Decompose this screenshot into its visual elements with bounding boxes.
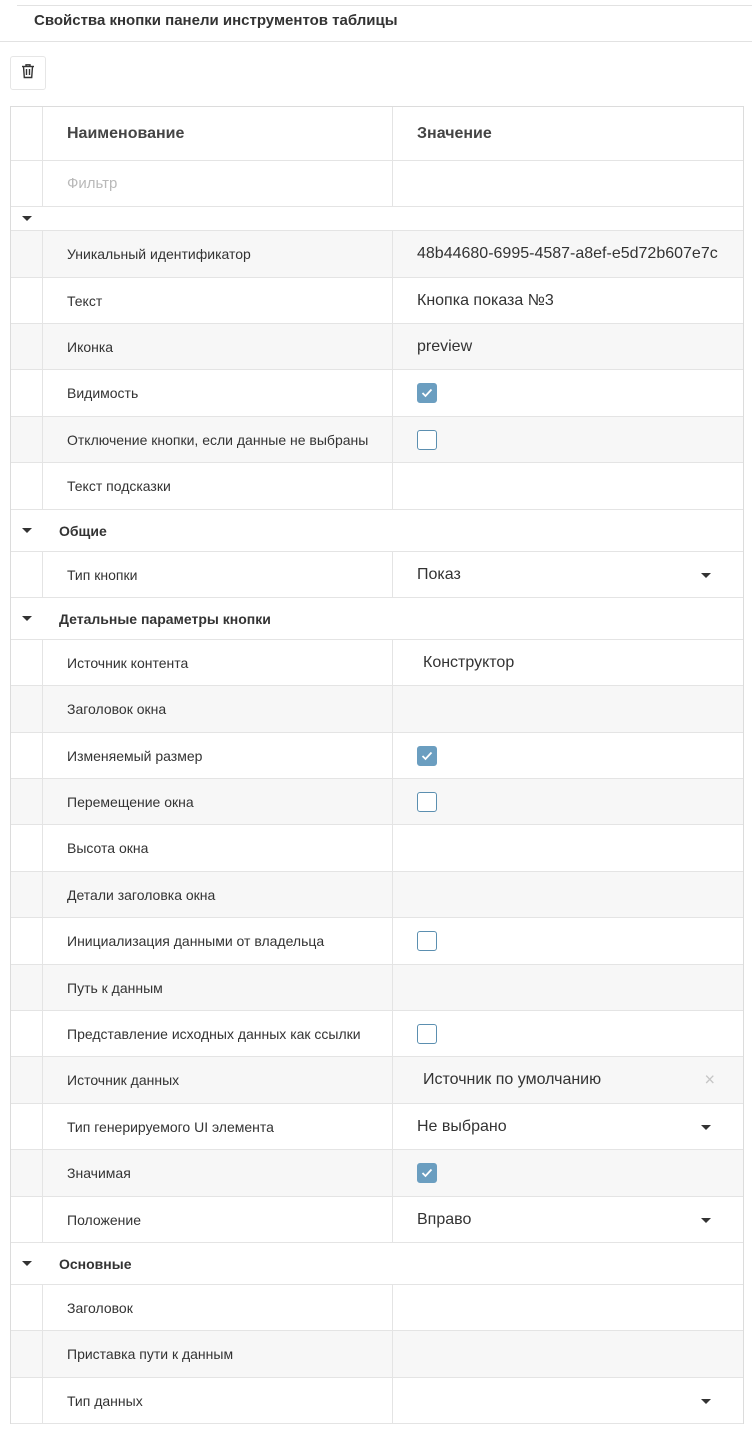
property-name: Заголовок bbox=[43, 1285, 393, 1330]
property-name: Текст подсказки bbox=[43, 463, 393, 509]
property-row[interactable] bbox=[11, 417, 743, 463]
property-value[interactable] bbox=[393, 1285, 743, 1330]
group-row-unnamed[interactable] bbox=[11, 207, 743, 231]
property-name: Детали заголовка окна bbox=[43, 872, 393, 917]
disable-if-no-data-checkbox[interactable] bbox=[417, 430, 437, 450]
property-name: Положение bbox=[43, 1197, 393, 1242]
property-value[interactable] bbox=[393, 463, 743, 509]
property-row[interactable] bbox=[11, 1285, 743, 1331]
delete-button[interactable] bbox=[10, 56, 46, 90]
property-value[interactable] bbox=[393, 825, 743, 871]
visibility-checkbox[interactable] bbox=[417, 383, 437, 403]
property-value: Конструктор bbox=[423, 653, 515, 671]
source-as-link-checkbox[interactable] bbox=[417, 1024, 437, 1044]
property-row[interactable] bbox=[11, 552, 743, 598]
property-row[interactable] bbox=[11, 1057, 743, 1104]
property-row[interactable] bbox=[11, 779, 743, 825]
property-row[interactable] bbox=[11, 370, 743, 417]
property-row[interactable] bbox=[11, 640, 743, 686]
chevron-down-icon[interactable] bbox=[701, 1218, 711, 1223]
property-row[interactable] bbox=[11, 324, 743, 370]
property-row[interactable] bbox=[11, 1197, 743, 1243]
property-row[interactable] bbox=[11, 1378, 743, 1424]
property-name: Заголовок окна bbox=[43, 686, 393, 732]
filter-input[interactable] bbox=[43, 161, 393, 206]
property-row[interactable] bbox=[11, 918, 743, 965]
property-row[interactable] bbox=[11, 1104, 743, 1150]
property-name: Инициализация данными от владельца bbox=[43, 918, 393, 964]
group-row-details[interactable] bbox=[11, 598, 743, 640]
property-name: Уникальный идентификатор bbox=[43, 231, 393, 277]
property-row[interactable] bbox=[11, 686, 743, 733]
property-row[interactable] bbox=[11, 278, 743, 324]
property-name: Тип кнопки bbox=[43, 552, 393, 597]
property-row[interactable] bbox=[11, 1011, 743, 1057]
check-icon bbox=[421, 1168, 433, 1178]
property-value[interactable] bbox=[393, 1331, 743, 1377]
property-name: Источник контента bbox=[43, 640, 393, 685]
chevron-down-icon[interactable] bbox=[701, 573, 711, 578]
property-value[interactable]: preview bbox=[417, 337, 473, 355]
caret-down-icon[interactable] bbox=[22, 616, 32, 621]
top-divider bbox=[17, 5, 752, 6]
group-row-main[interactable] bbox=[11, 1243, 743, 1285]
group-label: Общие bbox=[59, 522, 107, 539]
property-name: Перемещение окна bbox=[43, 779, 393, 824]
position-select[interactable]: Вправо bbox=[393, 1197, 743, 1242]
group-row-common[interactable] bbox=[11, 510, 743, 552]
property-row[interactable] bbox=[11, 1331, 743, 1378]
caret-down-icon[interactable] bbox=[22, 1261, 32, 1266]
resizable-checkbox[interactable] bbox=[417, 746, 437, 766]
property-value[interactable] bbox=[393, 872, 743, 917]
panel-title: Свойства кнопки панели инструментов таблицы bbox=[34, 12, 398, 29]
property-name: Источник данных bbox=[43, 1057, 393, 1103]
ui-type-select[interactable]: Не выбрано bbox=[393, 1104, 743, 1149]
column-header-name[interactable]: Наименование bbox=[43, 107, 393, 160]
property-name: Изменяемый размер bbox=[43, 733, 393, 778]
clear-icon[interactable]: × bbox=[704, 1069, 715, 1090]
filter-placeholder: Фильтр bbox=[67, 175, 118, 192]
title-divider bbox=[0, 41, 752, 42]
property-row[interactable] bbox=[11, 965, 743, 1011]
property-row[interactable] bbox=[11, 231, 743, 278]
caret-down-icon[interactable] bbox=[22, 216, 32, 221]
group-label: Детальные параметры кнопки bbox=[59, 610, 271, 627]
grid-header bbox=[11, 107, 743, 161]
property-value[interactable]: Кнопка показа №3 bbox=[417, 291, 554, 309]
window-move-checkbox[interactable] bbox=[417, 792, 437, 812]
property-value[interactable] bbox=[393, 686, 743, 732]
trash-icon bbox=[21, 63, 35, 84]
column-header-value[interactable]: Значение bbox=[417, 124, 492, 142]
property-name: Иконка bbox=[43, 324, 393, 369]
property-name: Текст bbox=[43, 278, 393, 323]
filter-row bbox=[11, 161, 743, 207]
property-row[interactable] bbox=[11, 1150, 743, 1197]
property-row[interactable] bbox=[11, 733, 743, 779]
property-name: Приставка пути к данным bbox=[43, 1331, 393, 1377]
check-icon bbox=[421, 388, 433, 398]
property-name: Тип генерируемого UI элемента bbox=[43, 1104, 393, 1149]
property-name: Путь к данным bbox=[43, 965, 393, 1010]
property-name: Значимая bbox=[43, 1150, 393, 1196]
group-label: Основные bbox=[59, 1255, 132, 1272]
property-value[interactable] bbox=[393, 965, 743, 1010]
init-from-owner-checkbox[interactable] bbox=[417, 931, 437, 951]
property-name: Видимость bbox=[43, 370, 393, 416]
property-name: Представление исходных данных как ссылки bbox=[43, 1011, 393, 1056]
data-type-select[interactable] bbox=[393, 1378, 743, 1423]
chevron-down-icon[interactable] bbox=[701, 1125, 711, 1130]
property-row[interactable] bbox=[11, 872, 743, 918]
button-type-select[interactable]: Показ bbox=[393, 552, 743, 597]
filter-value-cell[interactable] bbox=[393, 161, 743, 206]
significant-checkbox[interactable] bbox=[417, 1163, 437, 1183]
properties-grid bbox=[10, 106, 744, 1424]
property-name: Высота окна bbox=[43, 825, 393, 871]
data-source-select[interactable]: Источник по умолчанию × bbox=[423, 1069, 715, 1090]
caret-down-icon[interactable] bbox=[22, 528, 32, 533]
chevron-down-icon[interactable] bbox=[701, 1399, 711, 1404]
property-name: Тип данных bbox=[43, 1378, 393, 1423]
property-row[interactable] bbox=[11, 825, 743, 872]
property-row[interactable] bbox=[11, 463, 743, 510]
check-icon bbox=[421, 751, 433, 761]
property-value[interactable]: 48b44680-6995-4587-a8ef-e5d72b607e7c bbox=[417, 245, 718, 262]
property-name: Отключение кнопки, если данные не выбраны bbox=[43, 417, 393, 462]
